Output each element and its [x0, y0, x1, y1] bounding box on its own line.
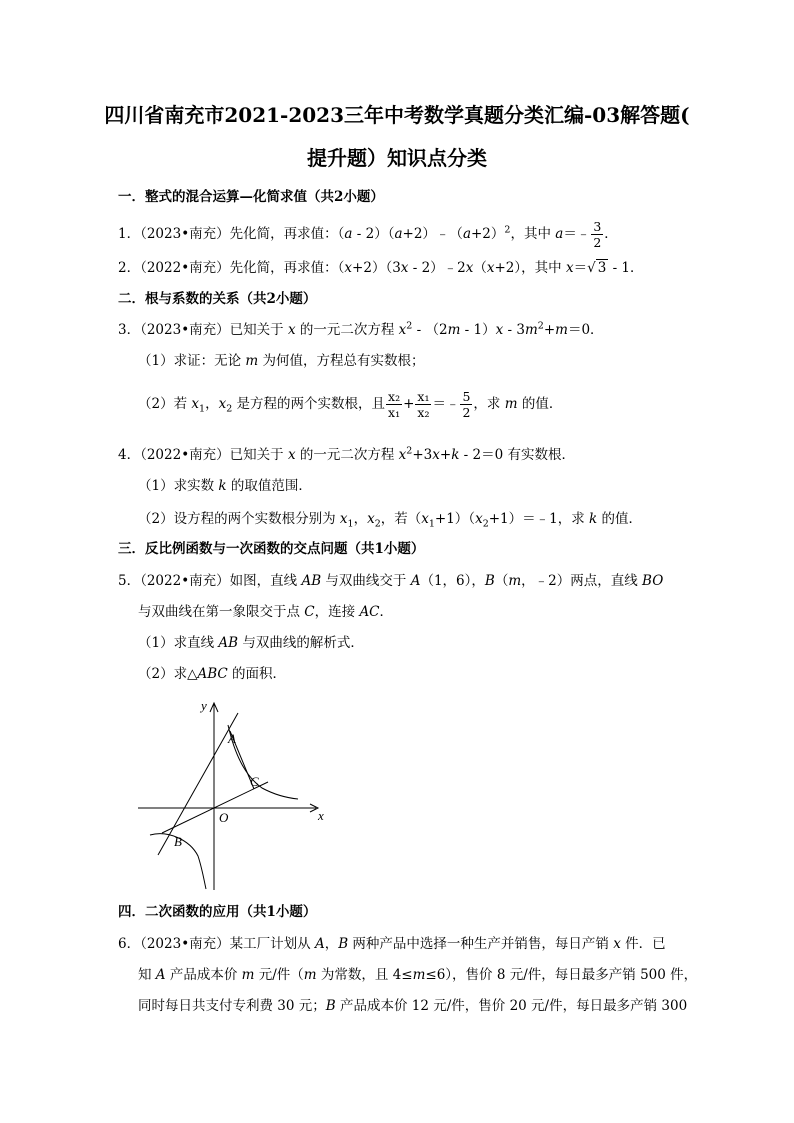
text-run: 2	[593, 235, 602, 250]
text-run: - 2＝0 有实数根．	[459, 447, 575, 463]
text-run: 的面积．	[227, 666, 287, 682]
fraction-five-halves	[460, 389, 472, 420]
text-run: +2），其中	[494, 260, 566, 276]
math-variable: A	[314, 936, 325, 952]
text-run: +1）（	[434, 511, 476, 527]
math-variable: a	[394, 226, 403, 242]
text-run: ＝﹣	[563, 226, 591, 242]
question-5-line-1	[118, 572, 663, 590]
text-run: 产品成本价	[165, 967, 242, 983]
math-variable: k	[589, 511, 598, 527]
text-run: （	[473, 260, 487, 276]
point-A-label: A	[228, 731, 236, 746]
text-run: +2）（3	[352, 260, 401, 276]
section-heading-1: 一．整式的混合运算—化简求值（共2小题）	[118, 189, 384, 205]
text-run: 与双曲线的解析式．	[238, 635, 364, 651]
text-run: （1）求证：无论	[138, 353, 246, 369]
hyperbola-branch-first-quadrant	[228, 725, 298, 799]
math-variable: A	[410, 573, 421, 589]
text-run: （1）求实数	[138, 478, 219, 494]
math-variable: x	[400, 260, 409, 276]
text-run: （	[494, 573, 509, 589]
text-run: （1，6），	[420, 573, 485, 589]
text-run: x₁	[388, 405, 401, 420]
text-run: ，连接	[314, 604, 360, 620]
question-3-part-2	[138, 389, 562, 420]
text-run: ．	[604, 226, 618, 242]
math-variable: x	[398, 322, 407, 338]
text-run: 1．（2023•南充）先化简，再求值：（	[118, 226, 345, 242]
y-axis-label: y	[201, 698, 207, 713]
text-run: +1）＝﹣1，求	[488, 511, 590, 527]
math-variable: k	[218, 478, 227, 494]
line-AB	[158, 713, 238, 855]
math-variable: A	[155, 967, 166, 983]
text-run: ，	[353, 511, 368, 527]
text-run: +	[543, 322, 556, 338]
text-run: （2）求△	[138, 666, 198, 682]
math-variable: x	[344, 260, 353, 276]
fraction-x1-over-x2	[415, 389, 431, 420]
coordinate-figure	[135, 695, 335, 895]
text-run: +	[439, 447, 452, 463]
math-variable: x	[398, 447, 407, 463]
math-variable: m	[524, 322, 538, 338]
question-6-line-2	[138, 966, 697, 984]
text-run: 5	[462, 389, 471, 404]
text-run: 产品成本价 12 元/件，售价 20 元/件，每日最多产销 300	[335, 998, 688, 1014]
text-run: ＝﹣	[432, 396, 460, 412]
math-variable: m	[555, 322, 568, 338]
question-5-part-1	[138, 634, 364, 652]
math-variable: x	[191, 396, 200, 412]
math-variable: m	[447, 322, 461, 338]
math-variable: x	[421, 511, 429, 527]
text-run: ．	[379, 604, 394, 620]
math-variable: a	[462, 226, 471, 242]
text-run: 的值．	[597, 511, 642, 527]
math-variable: x	[432, 447, 440, 463]
math-variable: x	[495, 322, 504, 338]
question-4-part-2	[138, 510, 642, 528]
text-run: （2）设方程的两个实数根分别为	[138, 511, 340, 527]
text-run: +2）	[471, 226, 505, 242]
text-run: +2）﹣（	[402, 226, 463, 242]
math-variable: a	[555, 226, 564, 242]
text-run: 的取值范围．	[226, 478, 312, 494]
text-run: ，	[205, 396, 219, 412]
question-1	[118, 219, 618, 250]
text-run: ＝0．	[567, 322, 604, 338]
sqrt-symbol: √	[587, 260, 596, 276]
math-variable: B	[338, 936, 349, 952]
text-run: +3	[412, 447, 433, 463]
section-heading-4: 四．二次函数的应用（共1小题）	[118, 904, 317, 920]
math-variable: ABC	[197, 666, 228, 682]
origin-label: O	[219, 810, 229, 825]
text-run: - 2）﹣2	[408, 260, 466, 276]
text-run: ，﹣2）两点，直线	[521, 573, 643, 589]
text-run: - 1）	[460, 322, 496, 338]
math-variable: m	[504, 396, 518, 412]
text-run: ，若（	[380, 511, 422, 527]
point-C-label: C	[250, 774, 259, 789]
math-variable: AC	[359, 604, 380, 620]
math-variable: m	[303, 967, 317, 983]
text-run: x₂	[417, 405, 430, 420]
exponent: 2	[537, 320, 544, 332]
math-variable: x	[613, 936, 621, 952]
fraction-three-halves	[591, 219, 603, 250]
math-variable: x	[486, 260, 495, 276]
math-variable: x	[367, 511, 375, 527]
fraction-x2-over-x1	[386, 389, 402, 420]
text-run: ＝	[573, 260, 588, 276]
text-run: 知	[138, 967, 156, 983]
math-variable: AB	[301, 573, 322, 589]
text-run: - （2	[412, 322, 448, 338]
math-variable: B	[325, 998, 336, 1014]
subscript: 2	[374, 518, 381, 530]
math-variable: BO	[642, 573, 664, 589]
question-5-line-2	[138, 603, 393, 621]
math-variable: x	[475, 511, 483, 527]
text-run: - 1．	[608, 260, 644, 276]
text-run: 同时每日共支付专利费 30 元；	[138, 998, 326, 1014]
math-variable: x	[565, 260, 574, 276]
text-run: x₂	[388, 389, 401, 404]
math-variable: AB	[218, 635, 239, 651]
text-run: x₁	[417, 389, 430, 404]
exponent: 2	[406, 320, 413, 332]
text-run: 为常数，且 4≤	[316, 967, 413, 983]
text-run: 的一元二次方程	[295, 322, 399, 338]
text-run: 2．（2022•南充）先化简，再求值：（	[118, 260, 345, 276]
point-B-label: B	[174, 834, 182, 849]
math-variable: k	[451, 447, 460, 463]
document-title-line-2: 提升题）知识点分类	[307, 146, 487, 170]
x-axis-label: x	[318, 808, 324, 823]
text-run: 4．（2022•南充）已知关于	[118, 447, 288, 463]
text-run: - 3	[503, 322, 525, 338]
text-run: 2	[462, 405, 471, 420]
subscript: 1	[428, 518, 435, 530]
question-3-part-1	[138, 352, 425, 370]
question-3	[118, 321, 604, 339]
text-run: 为何值，方程总有实数根；	[258, 353, 425, 369]
text-run: 两种产品中选择一种生产并销售，每日产销	[348, 936, 614, 952]
math-variable: C	[304, 604, 315, 620]
text-run: 的一元二次方程	[295, 447, 399, 463]
text-run: 件．已	[620, 936, 666, 952]
text-run: 3．（2023•南充）已知关于	[118, 322, 288, 338]
text-run: ≤6），售价 8 元/件，每日最多产销 500 件，	[425, 967, 698, 983]
subscript: 2	[482, 518, 489, 530]
text-run: （2）若	[138, 396, 192, 412]
subscript: 2	[226, 403, 233, 415]
text-run: 元/件（	[254, 967, 304, 983]
text-run: 3	[597, 260, 607, 276]
math-variable: x	[287, 447, 296, 463]
math-variable: x	[218, 396, 227, 412]
question-5-part-2	[138, 665, 286, 683]
math-variable: x	[465, 260, 474, 276]
text-run: ，求	[473, 396, 505, 412]
text-run: 与双曲线在第一象限交于点	[138, 604, 305, 620]
text-run: - 2）（	[352, 226, 395, 242]
text-run: 是方程的两个实数根，且	[232, 396, 386, 412]
exponent: 2	[406, 445, 413, 457]
document-title-line-1: 四川省南充市2021-2023三年中考数学真题分类汇编-03解答题(	[104, 103, 690, 127]
question-4-part-1	[138, 477, 312, 495]
text-run: 的值．	[517, 396, 563, 412]
exponent: 2	[504, 224, 511, 236]
text-run: ，其中	[510, 226, 556, 242]
math-variable: B	[484, 573, 495, 589]
subscript: 1	[347, 518, 354, 530]
math-variable: x	[287, 322, 296, 338]
math-variable: m	[508, 573, 522, 589]
math-variable: m	[241, 967, 255, 983]
question-4	[118, 446, 575, 464]
subscript: 1	[199, 403, 206, 415]
section-heading-3: 三．反比例函数与一次函数的交点问题（共1小题）	[118, 541, 425, 557]
text-run: ，	[324, 936, 339, 952]
text-run: （1）求直线	[138, 635, 219, 651]
text-run: 6．（2023•南充）某工厂计划从	[118, 936, 315, 952]
text-run: 3	[593, 219, 602, 234]
text-run: +	[403, 396, 415, 412]
section-heading-2: 二．根与系数的关系（共2小题）	[118, 291, 317, 307]
math-variable: m	[412, 967, 426, 983]
text-run: 5．（2022•南充）如图，直线	[118, 573, 302, 589]
math-variable: a	[344, 226, 353, 242]
question-6-line-3	[138, 997, 687, 1015]
question-6-line-1	[118, 935, 666, 953]
text-run: 与双曲线交于	[321, 573, 411, 589]
math-variable: m	[245, 353, 259, 369]
math-variable: x	[339, 511, 348, 527]
question-2	[118, 259, 644, 277]
